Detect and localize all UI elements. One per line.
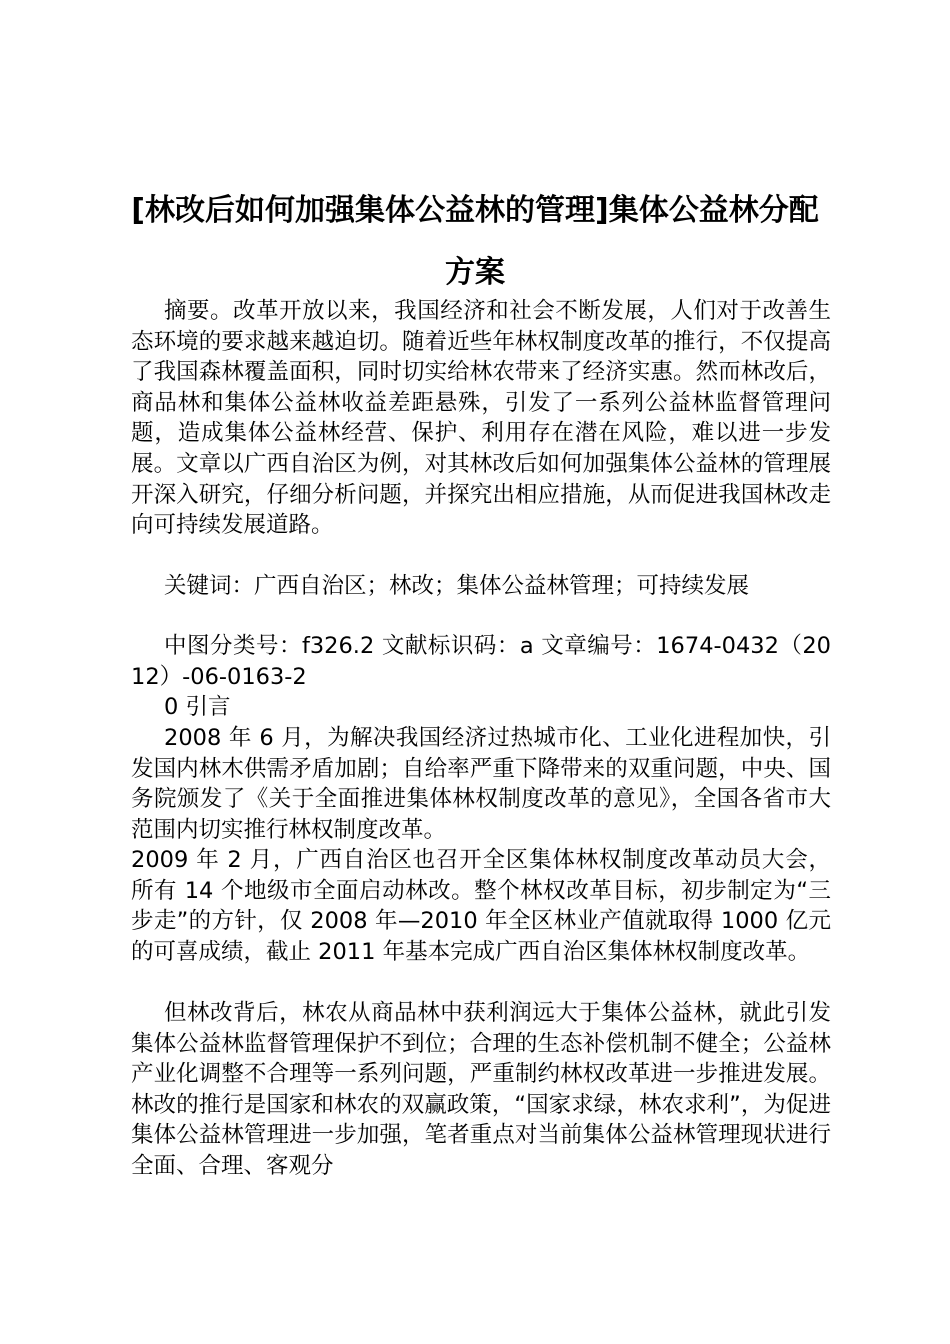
body-paragraph-2: 但林改背后，林农从商品林中获利润远大于集体公益林，就此引发集体公益林监督管理保护不到位；合理的生态补偿机制不健全；公益林产业化调整不合理等一系列问题，严重制约林权改革进一步推进发展。林改的推行是国家和林农的双赢政策，“国家求绿，林农求利”，为促进集体公益林管理进一步加强，笔者重点对当前集体公益林管理现状进行全面、合理、客观分 bbox=[131, 1000, 831, 1179]
intro-paragraph-part-2: 2009 年 2 月，广西自治区也召开全区集体林权制度改革动员大会，所有 14 个地级市全面启动林改。整个林权改革目标，初步制定为“三步走”的方针，仅 2008 年—2010 年全区林业产值就取得 1000 亿元的可喜成绩，截止 2011 年基本完成广西自治区集体林权制度改革。 bbox=[131, 847, 831, 965]
intro-paragraph-part-1: 2008 年 6 月，为解决我国经济过热城市化、工业化进程加快，引发国内林木供需矛盾加剧；自给率严重下降带来的双重问题，中央、国务院颁发了《关于全面推进集体林权制度改革的意见》，全国各省市大范围内切实推行林权制度改革。 bbox=[131, 725, 831, 843]
abstract-paragraph: 摘要。改革开放以来，我国经济和社会不断发展，人们对于改善生态环境的要求越来越迫切。随着近些年林权制度改革的推行，不仅提高了我国森林覆盖面积，同时切实给林农带来了经济实惠。然而林改后，商品林和集体公益林收益差距悬殊，引发了一系列公益林监督管理问题，造成集体公益林经营、保护、利用存在潜在风险，难以进一步发展。文章以广西自治区为例，对其林改后如何加强集体公益林的管理展开深入研究，仔细分析问题，并探究出相应措施，从而促进我国林改走向可持续发展道路。 bbox=[131, 298, 831, 539]
section-heading: 0 引言 bbox=[164, 694, 231, 720]
document-title: [林改后如何加强集体公益林的管理]集体公益林分配方案 bbox=[131, 193, 819, 290]
keywords-line: 关键词：广西自治区；林改；集体公益林管理；可持续发展 bbox=[164, 573, 750, 599]
classification-line: 中图分类号：f326.2 文献标识码：a 文章编号：1674-0432（2012）-06-0163-2 bbox=[131, 633, 831, 690]
